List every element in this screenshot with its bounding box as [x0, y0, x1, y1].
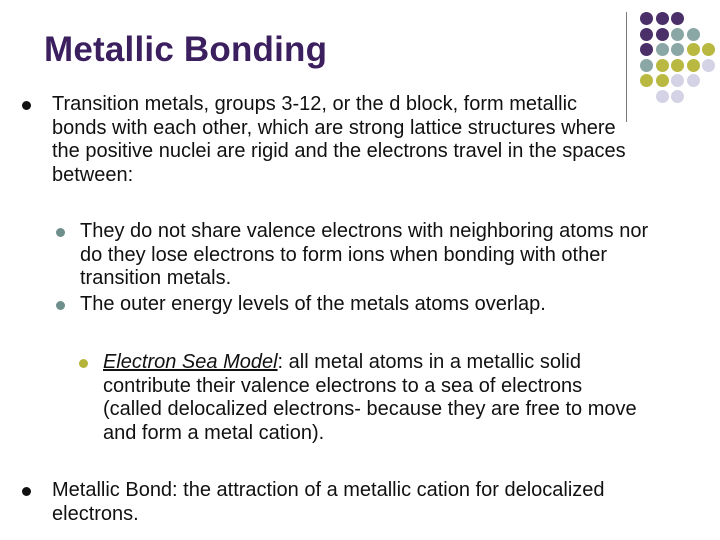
decorative-dot [687, 43, 700, 56]
bullet-dot-icon [22, 101, 31, 110]
bullet-dot-icon [22, 487, 31, 496]
decorative-dot [640, 43, 653, 56]
decorative-dot [656, 90, 669, 103]
decorative-dot [671, 90, 684, 103]
bullet-dot-icon [56, 228, 65, 237]
bullet-item-3 [80, 293, 660, 317]
decorative-dot [671, 59, 684, 72]
bullet-text: : all metal atoms in a metallic solid contribute their valence electrons to a sea of electrons (called delocalized electrons- because they are free to move and form a metal cation). [103, 351, 637, 444]
decorative-dot [671, 28, 684, 41]
decorative-dot [640, 59, 653, 72]
slide-title: Metallic Bonding [44, 30, 328, 69]
decorative-dot [656, 59, 669, 72]
bullet-text: The outer energy levels of the metals atoms overlap. [80, 293, 546, 315]
bullet-item-4 [103, 351, 638, 445]
decorative-dot [687, 74, 700, 87]
decorative-dot [656, 28, 669, 41]
decorative-dot [702, 59, 715, 72]
decorative-dot [656, 74, 669, 87]
decorative-dot [671, 12, 684, 25]
decorative-dot [687, 59, 700, 72]
decorative-dot [640, 28, 653, 41]
decorative-dot [640, 12, 653, 25]
bullet-text: They do not share valence electrons with neighboring atoms nor do they lose electrons to form ions when bonding with other transition metals. [80, 220, 649, 289]
decorative-dot [656, 43, 669, 56]
decorative-dot [671, 43, 684, 56]
decorative-dot [656, 12, 669, 25]
decorative-dot [671, 74, 684, 87]
bullet-item-1 [52, 93, 637, 187]
decorative-dot [687, 28, 700, 41]
bullet-item-5 [52, 479, 612, 526]
decorative-dot [640, 74, 653, 87]
bullet-text: Metallic Bond: the attraction of a metallic cation for delocalized electrons. [52, 479, 605, 525]
bullet-text: Transition metals, groups 3-12, or the d block, form metallic bonds with each other, which are strong lattice structures where the positive nuclei are rigid and the electrons travel in the spaces between: [52, 93, 626, 186]
bullet-term: Electron Sea Model [103, 351, 278, 373]
bullet-dot-icon [79, 359, 88, 368]
decorative-dot [702, 43, 715, 56]
bullet-dot-icon [56, 301, 65, 310]
bullet-item-2 [80, 220, 660, 291]
